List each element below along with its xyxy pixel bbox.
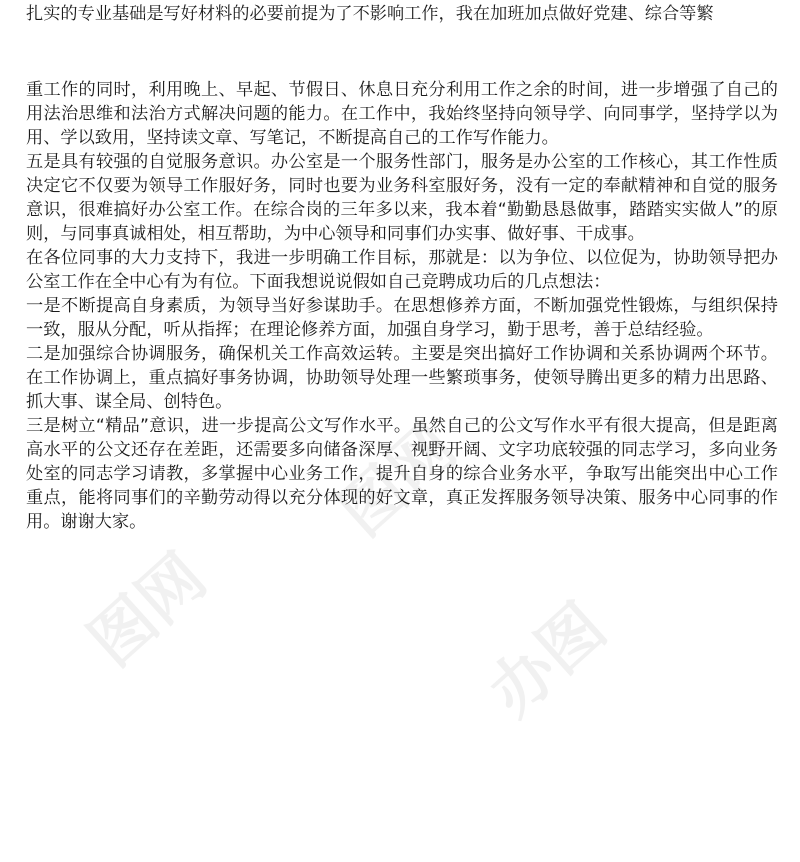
watermark: 办图 <box>475 590 621 731</box>
watermark: 图网 <box>325 410 471 551</box>
document-top-line: 扎实的专业基础是写好材料的必要前提为了不影响工作，我在加班加点做好党建、综合等繁 <box>26 4 714 24</box>
paragraph-5: 二是加强综合协调服务，确保机关工作高效运转。主要是突出搞好工作协调和关系协调两个环节。在工作协调上，重点搞好事务协调，协助领导处理一些繁琐事务，使领导腾出更多的精力出思路、抓大事、谋全局、创特色。 <box>26 344 778 412</box>
paragraph-6: 三是树立“精品”意识，进一步提高公文写作水平。虽然自己的公文写作水平有很大提高，但是距离高水平的公文还存在差距，还需要多向储备深厚、视野开阔、文字功底较强的同志学习，多向业务处室的同志学习请教，多掌握中心业务工作，提升自身的综合业务水平，争取写出能突出中心工作重点，能将同事们的辛勤劳动得以充分体现的好文章，真正发挥服务领导决策、服务中心同事的作用。谢谢大家。 <box>26 416 778 532</box>
paragraph-2: 五是具有较强的自觉服务意识。办公室是一个服务性部门，服务是办公室的工作核心，其工作性质决定它不仅要为领导工作服好务，同时也要为业务科室服好务，没有一定的奉献精神和自觉的服务意识，很难搞好办公室工作。在综合岗的三年多以来，我本着“勤勤恳恳做事，踏踏实实做人”的原则，与同事真诚相处，相互帮助，为中心领导和同事们办实事、做好事、干成事。 <box>26 152 778 244</box>
paragraph-1: 重工作的同时，利用晚上、早起、节假日、休息日充分利用工作之余的时间，进一步增强了自己的用法治思维和法治方式解决问题的能力。在工作中，我始终坚持向领导学、向同事学，坚持学以为用、学以致用，坚持读文章、写笔记，不断提高自己的工作写作能力。 <box>26 80 778 148</box>
paragraph-3: 在各位同事的大力支持下，我进一步明确工作目标，那就是：以为争位、以位促为，协助领导把办公室工作在全中心有为有位。下面我想说说假如自己竞聘成功后的几点想法： <box>26 248 778 292</box>
watermark: 图网 <box>75 540 221 681</box>
paragraph-4: 一是不断提高自身素质，为领导当好参谋助手。在思想修养方面，不断加强党性锻炼，与组织保持一致，服从分配，听从指挥；在理论修养方面，加强自身学习，勤于思考，善于总结经验。 <box>26 296 778 340</box>
document-body <box>26 78 778 534</box>
